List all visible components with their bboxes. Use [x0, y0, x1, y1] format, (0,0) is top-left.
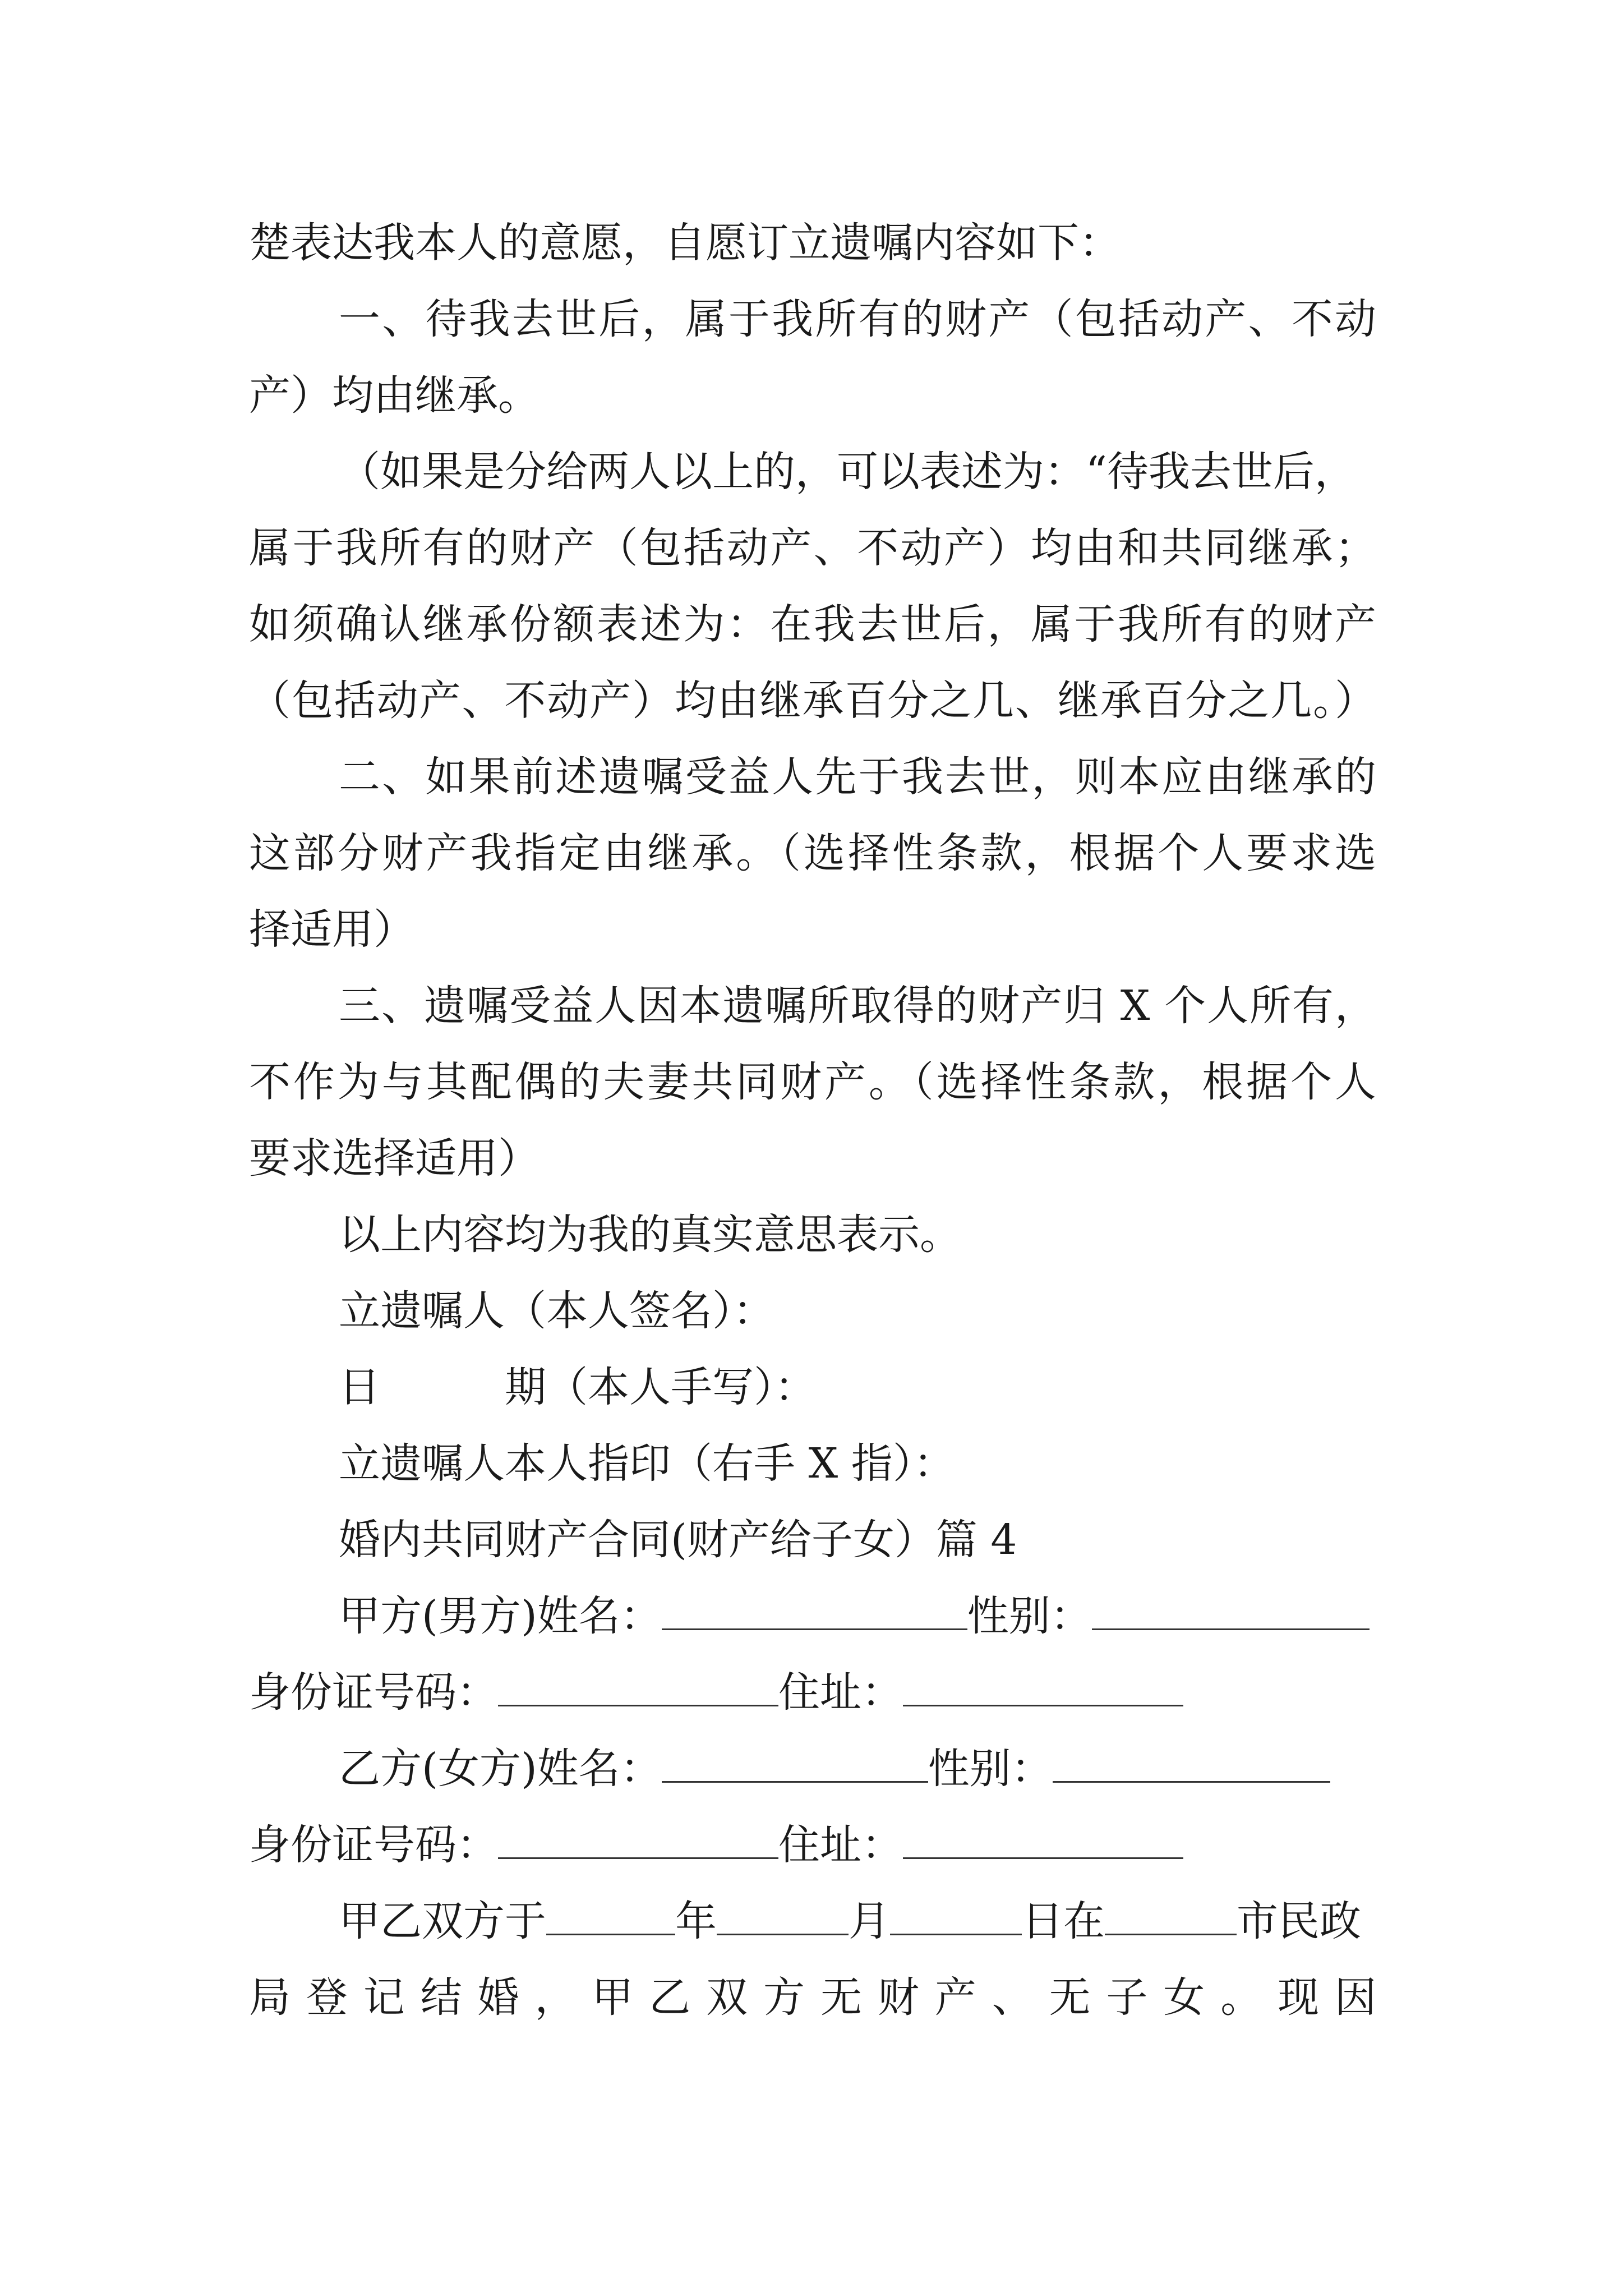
marriage-intro-text: 甲乙双方于 — [339, 1897, 546, 1945]
date-label-rest: 期（本人手写）： — [505, 1363, 816, 1411]
marriage-date-line — [339, 1897, 1361, 1945]
party-a-id-label: 身份证号码： — [249, 1668, 498, 1717]
party-b-id-label: 身份证号码： — [249, 1821, 498, 1869]
day-label: 日在 — [1022, 1897, 1105, 1945]
party-b-name-blank[interactable] — [662, 1749, 928, 1783]
day-blank[interactable] — [890, 1901, 1022, 1935]
party-b-gender-label: 性别： — [928, 1745, 1053, 1793]
party-b-id-blank[interactable] — [498, 1825, 778, 1859]
party-b-address-blank[interactable] — [903, 1825, 1183, 1859]
text-line-10: 择适用） — [249, 905, 415, 954]
text-line-16 — [339, 1363, 816, 1411]
party-a-address-label: 住址： — [778, 1668, 903, 1717]
text-line-24: 局 登 记 结 婚 ， 甲 乙 双 方 无 财 产 、 无 子 女 。 现 因 — [249, 1973, 1376, 2022]
text-line-8: 二、如果前述遗嘱受益人先于我去世，则本应由继承的 — [339, 753, 1376, 801]
party-a-gender-blank[interactable] — [1092, 1596, 1370, 1630]
party-b-gender-blank[interactable] — [1053, 1749, 1330, 1783]
text-line-7: （包括动产、不动产）均由继承百分之几、继承百分之几。） — [249, 677, 1376, 725]
city-blank[interactable] — [1105, 1901, 1237, 1935]
party-b-line — [339, 1745, 1330, 1793]
text-line-3: 产）均由继承。 — [249, 371, 540, 420]
party-a-address-blank[interactable] — [903, 1672, 1183, 1706]
text-line-9: 这部分财产我指定由继承。（选择性条款，根据个人要求选 — [249, 829, 1376, 877]
city-suffix: 市民政 — [1237, 1897, 1361, 1945]
party-b-address-label: 住址： — [778, 1821, 903, 1869]
month-blank[interactable] — [717, 1901, 849, 1935]
text-line-17: 立遗嘱人本人指印（右手 X 指）： — [339, 1439, 955, 1488]
party-a-id-blank[interactable] — [498, 1672, 778, 1706]
party-b-id-line — [249, 1821, 1183, 1869]
text-line-11: 三、遗嘱受益人因本遗嘱所取得的财产归 X 个人所有， — [339, 982, 1376, 1030]
text-line-1: 楚表达我本人的意愿，自愿订立遗嘱内容如下： — [249, 219, 1121, 267]
month-label: 月 — [849, 1897, 890, 1945]
text-line-13: 要求选择适用） — [249, 1134, 540, 1182]
party-a-name-label: 甲方(男方)姓名： — [339, 1592, 662, 1640]
text-line-15: 立遗嘱人（本人签名）： — [339, 1287, 774, 1335]
text-line-5: 属于我所有的财产（包括动产、不动产）均由和共同继承； — [249, 524, 1376, 572]
text-line-6: 如须确认继承份额表述为：在我去世后，属于我所有的财产 — [249, 600, 1376, 648]
party-a-id-line — [249, 1668, 1183, 1717]
year-blank[interactable] — [546, 1901, 675, 1935]
year-label: 年 — [675, 1897, 717, 1945]
date-label-char-1: 日 — [339, 1363, 380, 1411]
section-heading: 婚内共同财产合同(财产给子女）篇 4 — [339, 1516, 1017, 1564]
text-line-12: 不作为与其配偶的夫妻共同财产。（选择性条款，根据个人 — [249, 1058, 1376, 1106]
text-line-2: 一、待我去世后，属于我所有的财产（包括动产、不动 — [339, 295, 1376, 343]
text-line-4: （如果是分给两人以上的，可以表述为：“待我去世后， — [339, 448, 1356, 496]
text-line-14: 以上内容均为我的真实意思表示。 — [339, 1211, 961, 1259]
party-a-gender-label: 性别： — [967, 1592, 1092, 1640]
party-a-line — [339, 1592, 1370, 1640]
party-a-name-blank[interactable] — [662, 1596, 967, 1630]
party-b-name-label: 乙方(女方)姓名： — [339, 1745, 662, 1793]
